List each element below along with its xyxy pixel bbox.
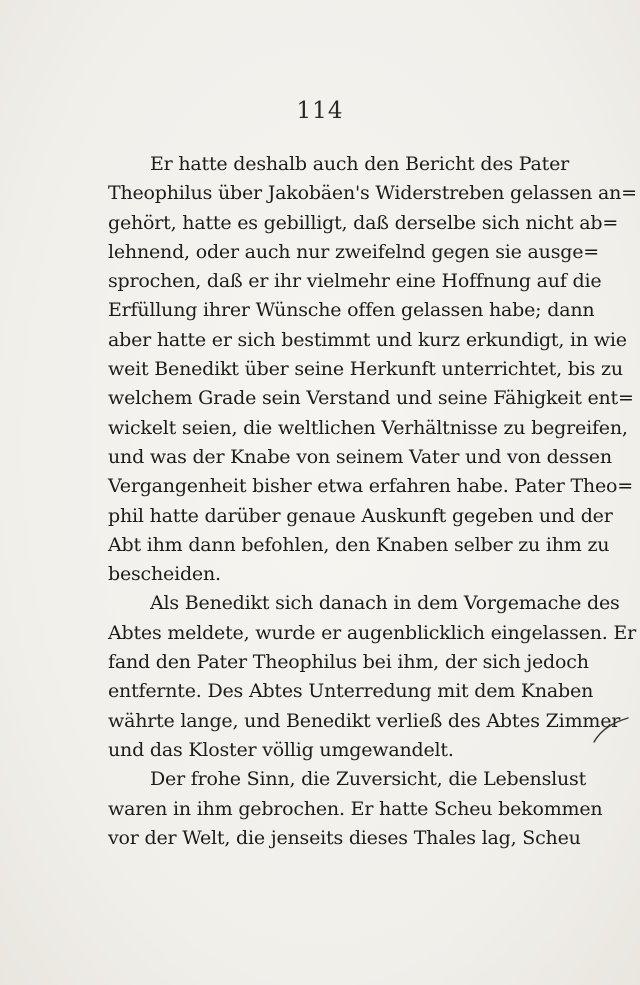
text-line: währte lange, und Benedikt verließ des Abtes Zimmer <box>108 709 621 732</box>
text-line: Der frohe Sinn, die Zuversicht, die Lebenslust <box>150 768 587 791</box>
text-line: Erfüllung ihrer Wünsche offen gelassen habe; dann <box>108 299 595 322</box>
text-line: fand den Pater Theophilus bei ihm, der sich jedoch <box>108 651 589 674</box>
text-line: weit Benedikt über seine Herkunft unterrichtet, bis zu <box>108 358 623 381</box>
text-line: Vergangenheit bisher etwa erfahren habe. Pater Theo= <box>108 475 633 498</box>
page-number: 114 <box>296 98 344 124</box>
body-text <box>108 150 637 853</box>
text-line: Er hatte deshalb auch den Bericht des Pater <box>150 153 570 175</box>
text-line: entfernte. Des Abtes Unterredung mit dem Knaben <box>108 680 594 703</box>
text-line: bescheiden. <box>108 563 221 586</box>
text-line: Abtes meldete, wurde er augenblicklich eingelassen. Er <box>108 621 636 644</box>
text-line: wickelt seien, die weltlichen Verhältnisse zu begreifen, <box>108 416 628 439</box>
text-line: welchem Grade sein Verstand und seine Fähigkeit ent= <box>108 387 634 410</box>
text-line: waren in ihm gebrochen. Er hatte Scheu bekommen <box>108 797 603 820</box>
text-line: lehnend, oder auch nur zweifelnd gegen sie ausge= <box>108 240 599 263</box>
text-line: Abt ihm dann befohlen, den Knaben selber zu ihm zu <box>108 533 610 556</box>
text-line: sprochen, daß er ihr vielmehr eine Hoffnung auf die <box>108 270 602 293</box>
text-line: und was der Knabe von seinem Vater und von dessen <box>108 445 612 468</box>
text-line: gehört, hatte es gebilligt, daß derselbe sich nicht ab= <box>108 211 619 234</box>
text-line: Theophilus über Jakobäen's Widerstreben gelassen an= <box>108 182 637 205</box>
text-line: vor der Welt, die jenseits dieses Thales lag, Scheu <box>108 826 581 849</box>
text-line: phil hatte darüber genaue Auskunft gegeben und der <box>108 504 613 527</box>
text-line: aber hatte er sich bestimmt und kurz erkundigt, in wie <box>108 328 627 351</box>
text-line: und das Kloster völlig umgewandelt. <box>108 738 454 761</box>
pencil-mark <box>590 716 630 746</box>
text-line: Als Benedikt sich danach in dem Vorgemache des <box>150 592 620 615</box>
